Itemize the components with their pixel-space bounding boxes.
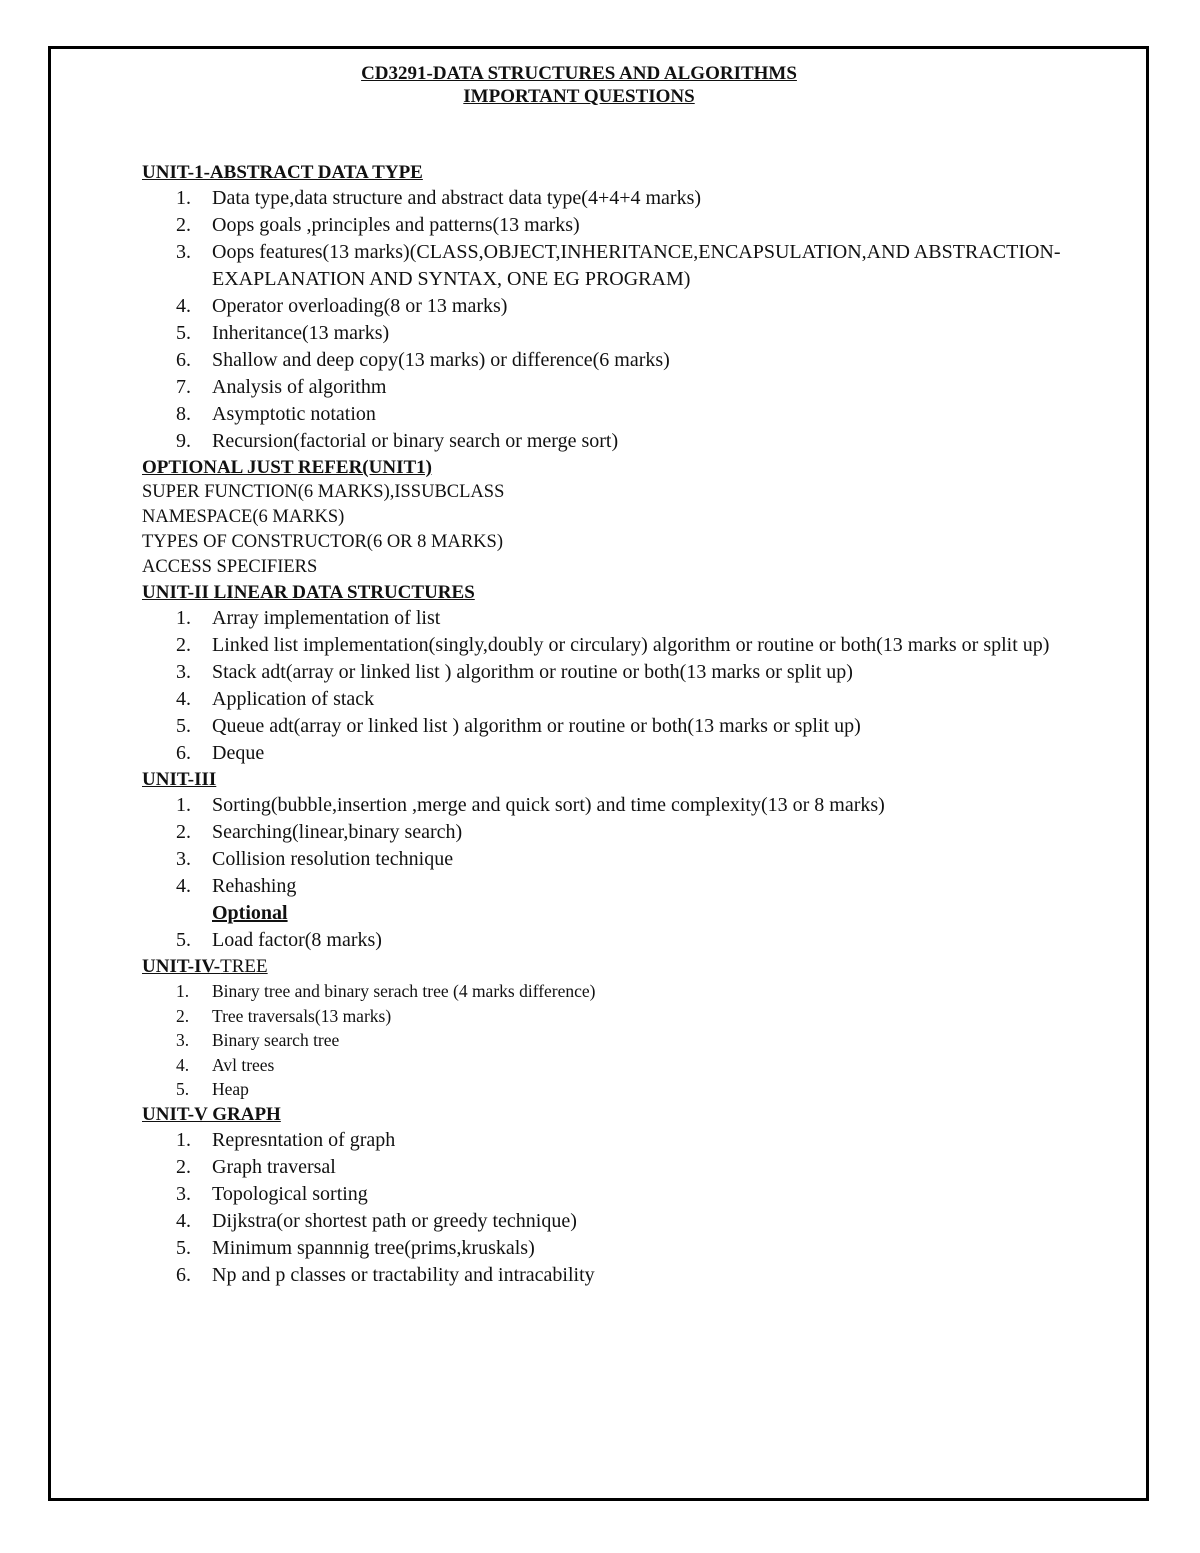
list-item	[142, 873, 1102, 900]
item-number: 1.	[176, 981, 190, 1001]
item-number: 2.	[176, 214, 191, 236]
item-number: 4.	[176, 1209, 191, 1232]
item-number: 5.	[176, 929, 191, 951]
item-text: Stack adt(array or linked list ) algorithm or routine or both(13 marks or split up)	[212, 661, 853, 683]
item-number: 4.	[176, 295, 191, 317]
item-text: Analysis of algorithm	[212, 376, 387, 398]
unit-2-heading: UNIT-II LINEAR DATA STRUCTURES	[142, 582, 475, 603]
list-item	[142, 713, 1102, 740]
item-text: Oops goals ,principles and patterns(13 marks)	[212, 214, 580, 236]
item-text: Graph traversal	[212, 1155, 336, 1178]
item-text: Rehashing	[212, 875, 297, 897]
item-number: 5.	[176, 715, 191, 737]
list-item	[142, 401, 1102, 428]
optional-line: SUPER FUNCTION(6 MARKS),ISSUBCLASS	[142, 482, 505, 502]
item-number: 9.	[176, 430, 191, 452]
item-number: 3.	[176, 661, 191, 683]
list-item	[142, 819, 1102, 846]
list-item	[142, 1053, 1102, 1078]
item-text: Application of stack	[212, 688, 375, 710]
list-item	[142, 374, 1102, 401]
item-number: 2.	[176, 1005, 190, 1026]
list-item	[142, 927, 1102, 954]
item-text: Array implementation of list	[212, 607, 441, 629]
list-item	[142, 1235, 1102, 1262]
document-body	[142, 160, 1102, 1289]
unit-4-heading-label: UNIT-IV-	[142, 956, 221, 977]
item-number: 4.	[176, 688, 191, 710]
item-number: 2.	[176, 634, 191, 656]
item-text: Searching(linear,binary search)	[212, 821, 463, 843]
list-item	[142, 1077, 1102, 1102]
item-number: 2.	[176, 821, 191, 843]
list-item	[142, 1004, 1102, 1029]
list-item	[142, 686, 1102, 713]
list-item	[142, 1127, 1102, 1154]
item-number: 5.	[176, 1236, 191, 1259]
list-item	[142, 632, 1102, 659]
list-item	[142, 212, 1102, 239]
item-number: 4.	[176, 875, 191, 897]
item-text: Binary search tree	[212, 1030, 340, 1050]
unit-5-heading: UNIT-V GRAPH	[142, 1103, 281, 1125]
list-item	[142, 605, 1102, 632]
list-item	[142, 659, 1102, 686]
item-text: Sorting(bubble,insertion ,merge and quick sort) and time complexity(13 or 8 marks)	[212, 794, 885, 816]
item-number: 3.	[176, 1182, 191, 1205]
item-number: 6.	[176, 1263, 191, 1286]
unit-3-heading: UNIT-III	[142, 769, 217, 790]
item-text: Oops features(13 marks)(CLASS,OBJECT,INHERITANCE,ENCAPSULATION,AND ABSTRACTION-EXAPLANATION AND SYNTAX, ONE EG PROGRAM)	[212, 241, 1061, 290]
item-number: 2.	[176, 1155, 191, 1178]
list-item	[142, 1262, 1102, 1289]
item-text: Shallow and deep copy(13 marks) or difference(6 marks)	[212, 349, 670, 371]
item-number: 5.	[176, 1079, 190, 1099]
item-number: 3.	[176, 848, 191, 870]
item-text: Asymptotic notation	[212, 403, 376, 425]
list-item	[142, 293, 1102, 320]
item-text: Np and p classes or tractability and intracability	[212, 1263, 595, 1286]
list-item	[142, 740, 1102, 767]
unit-4-heading	[142, 954, 1102, 979]
course-title: CD3291-DATA STRUCTURES AND ALGORITHMS	[361, 63, 797, 84]
unit-1-list	[142, 185, 1102, 455]
item-number: 8.	[176, 403, 191, 425]
document-title	[0, 62, 1158, 108]
item-number: 1.	[176, 1128, 191, 1151]
item-text: Tree traversals(13 marks)	[212, 1005, 392, 1026]
item-number: 1.	[176, 187, 191, 209]
item-number: 3.	[176, 241, 191, 263]
list-item	[142, 1028, 1102, 1053]
item-number: 6.	[176, 742, 191, 764]
list-item	[142, 979, 1102, 1004]
list-item	[142, 846, 1102, 873]
item-text: Collision resolution technique	[212, 848, 454, 870]
list-item	[142, 320, 1102, 347]
list-item	[142, 239, 1102, 293]
item-text: Inheritance(13 marks)	[212, 322, 390, 344]
unit-4-heading-suffix: TREE	[220, 956, 268, 977]
optional-line: TYPES OF CONSTRUCTOR(6 OR 8 MARKS)	[142, 532, 503, 552]
item-text: Binary tree and binary serach tree (4 marks difference)	[212, 981, 596, 1001]
list-item	[142, 185, 1102, 212]
unit-3-optional-label: Optional	[212, 902, 288, 924]
list-item	[142, 347, 1102, 374]
item-text: Queue adt(array or linked list ) algorithm or routine or both(13 marks or split up)	[212, 715, 861, 737]
item-text: Load factor(8 marks)	[212, 929, 382, 951]
unit-1-heading: UNIT-1-ABSTRACT DATA TYPE	[142, 162, 423, 183]
item-number: 1.	[176, 607, 191, 629]
item-text: Operator overloading(8 or 13 marks)	[212, 295, 508, 317]
document-subtitle: IMPORTANT QUESTIONS	[463, 86, 695, 107]
item-number: 1.	[176, 794, 191, 816]
item-text: Data type,data structure and abstract data type(4+4+4 marks)	[212, 187, 702, 209]
list-item	[142, 428, 1102, 455]
item-text: Minimum spannnig tree(prims,kruskals)	[212, 1236, 535, 1259]
unit-3-list	[142, 792, 1102, 900]
unit-5-list	[142, 1127, 1102, 1289]
item-text: Deque	[212, 742, 265, 764]
item-text: Linked list implementation(singly,doubly or circulary) algorithm or routine or both(13 marks or split up)	[212, 634, 1050, 656]
item-text: Represntation of graph	[212, 1128, 396, 1151]
item-number: 3.	[176, 1030, 190, 1050]
list-item	[142, 1208, 1102, 1235]
list-item	[142, 1154, 1102, 1181]
optional-line: ACCESS SPECIFIERS	[142, 557, 318, 577]
item-text: Avl trees	[212, 1054, 275, 1075]
list-item	[142, 1181, 1102, 1208]
item-text: Topological sorting	[212, 1182, 368, 1205]
item-number: 6.	[176, 349, 191, 371]
item-text: Heap	[212, 1079, 249, 1099]
item-text: Recursion(factorial or binary search or merge sort)	[212, 430, 619, 452]
unit-4-list	[142, 979, 1102, 1102]
list-item	[142, 792, 1102, 819]
optional-line: NAMESPACE(6 MARKS)	[142, 507, 345, 527]
item-number: 5.	[176, 322, 191, 344]
unit-2-list	[142, 605, 1102, 767]
item-number: 4.	[176, 1054, 190, 1075]
unit-3-optional-list	[142, 927, 1102, 954]
optional-unit-1-heading: OPTIONAL JUST REFER(UNIT1)	[142, 457, 432, 478]
item-number: 7.	[176, 376, 191, 398]
item-text: Dijkstra(or shortest path or greedy technique)	[212, 1209, 577, 1232]
